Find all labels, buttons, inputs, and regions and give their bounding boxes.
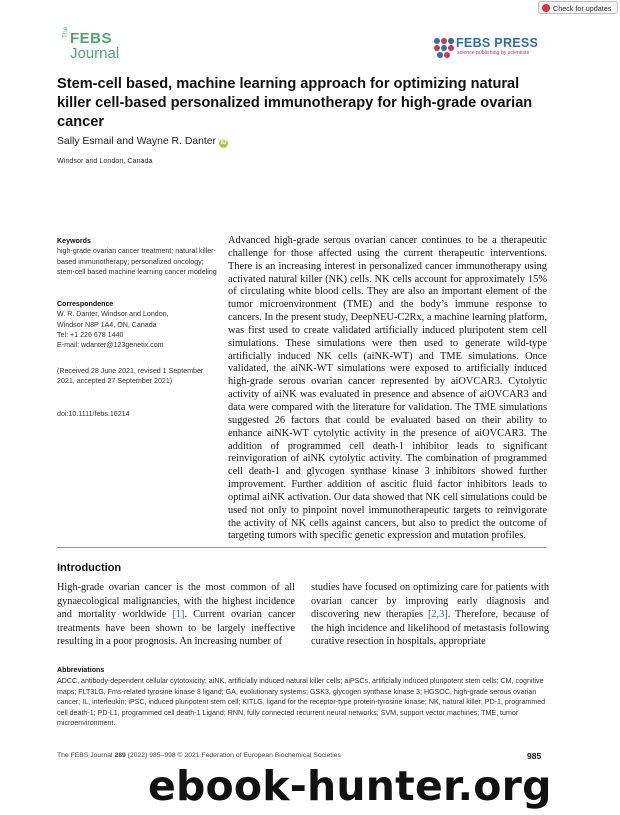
introduction-column-left [57, 581, 295, 649]
footer-volume: 289 [114, 752, 126, 759]
journal-logo-febs: FEBS [70, 30, 113, 47]
introduction-column-right [311, 581, 549, 649]
journal-logo-the: The [62, 26, 69, 38]
author-affiliation: Windsor and London, Canada [57, 156, 153, 165]
page-footer [57, 752, 547, 759]
check-for-updates-badge[interactable] [538, 1, 618, 14]
abbreviations-heading: Abbreviations [57, 666, 105, 674]
correspondence-email[interactable]: E-mail: wdanter@123genetix.com [57, 341, 164, 350]
keywords-block [57, 236, 217, 277]
crossmark-icon [542, 4, 550, 12]
citation-link[interactable]: [2,3] [427, 609, 448, 620]
febs-press-tagline: science publishing by scientists [457, 50, 530, 56]
footer-journal: The FEBS Journal [57, 752, 113, 759]
abbreviations-text: ADCC, antibody-dependent cellular cytotoxicity; aiNK, artificially induced natural killer cells; aiPSCs, artificially induced pluripotent stem cells; CM, cognitive maps; FLT3LG, Fms-related tyrosine kinase 3 ligand; GA, evolutionary systems; GSK3, glycogen synthase kinase 3; HGSOC, high-grade serous ovarian cancer; IL, interleukin; iPSC, induced pluripotent stem cell; KITLG, ligand for the receptor-type protein-tyrosine kinase; NK, natural killer; PD-1, programmed cell death-1; PD-L1, programmed cell death-1 Ligand; RNN, fully connected recurrent neural networks; SVM, support vector machines; TME, tumor microenvironment. [57, 677, 546, 728]
abstract-text: Advanced high-grade serous ovarian cancer continues to be a therapeutic challenge for those affected using the current therapeutic interventions. There is an increasing interest in personalized cancer immunotherapy using activated natural killer (NK) cells. NK cells account for approximately 15% of circulating white blood cells. They are also an important element of the tumor microenvironment (TME) and the body’s immune response to cancers. In the present study, DeepNEU-C2Rx, a machine learning platform, was first used to create validated artificially induced pluripotent stem cell simulations. These simulations were then used to generate wild-type artificially induced NK cells (aiNK-WT) and TME simulations. Once validated, the aiNK-WT simulations were exposed to artificially induced high-grade serous ovarian cancer represented by aiOVCAR3. Cytolytic activity of aiNK was evaluated in presence and absence of aiOVCAR3 and data were compared with the literature for validation. The TME simulations suggested 26 factors that could be evaluated based on their ability to enhance aiNK-WT cytolytic activity in the presence of aiOVCAR3. The addition of programmed cell death-1 inhibitor leads to significant reinvigoration of aiNK cytolytic activity. The combination of programmed cell death-1 and glycogen synthase kinase 3 inhibitors showed further improvement. Further addition of ascitic fluid factor inhibitors leads to optimal aiNK activation. Our data showed that NK cell simulations could be used not only to pinpoint novel immunotherapeutic targets to reinvigorate the activity of NK cells against cancers, but also to predict the outcome of targeting tumors with specific genetic expression and mutation profiles. [228, 235, 547, 542]
watermark: ebook-hunter.org [148, 762, 552, 810]
correspondence-line: W. R. Danter, Windsor and London, [57, 310, 169, 319]
article-title: Stem-cell based, machine learning approach for optimizing natural killer cell-based personalized immunotherapy for high-grade ovarian cancer [57, 76, 533, 130]
section-divider [57, 547, 547, 548]
keywords-text: high-grade ovarian cancer treatment; natural killer-based immunotherapy; personalized oncology; stem-cell based machine learning cancer modeling [57, 247, 217, 276]
intro-right-text-2: . Therefore, because of the high incidence and likelihood of metastasis following curative resection in hospitals, appropriate [311, 609, 549, 647]
intro-left-text-1: High-grade ovarian cancer is the most common of all gynaecological malignancies, with the highest incidence and mortality worldwide [57, 582, 295, 620]
keywords-heading: Keywords [57, 237, 91, 245]
correspondence-line: Windsor N8P 1A4, ON, Canada [57, 320, 157, 329]
correspondence-heading: Correspondence [57, 300, 114, 308]
febs-press-name: FEBS PRESS [456, 36, 539, 50]
intro-left-text-2: . Current ovarian cancer treatments have been shown to be largely ineffective resulting in a poor prognosis. An increasing number of [57, 609, 295, 647]
citation-link[interactable]: [1] [172, 609, 185, 620]
orcid-icon[interactable]: iD [220, 140, 227, 146]
journal-logo-journal: Journal [70, 45, 120, 62]
author-names: Sally Esmail and Wayne R. Danter [57, 136, 216, 147]
correspondence-block [57, 299, 217, 350]
footer-citation: (2022) 985–998 © 2021 Federation of European Biochemical Societies [127, 752, 341, 759]
correspondence-line: Tel: +1 226 678 1440 [57, 330, 124, 339]
doi-link[interactable]: doi:10.1111/febs.16214 [57, 410, 130, 418]
intro-right-text-1: studies have focused on optimizing care for patients with ovarian cancer by improving early diagnosis and discovering new therapies [311, 582, 549, 620]
check-for-updates-label: Check for updates [553, 4, 612, 13]
febs-journal-logo [62, 26, 142, 66]
febs-press-logo [432, 36, 552, 60]
introduction-heading: Introduction [57, 562, 122, 574]
article-authors [57, 136, 228, 148]
page-number: 985 [527, 751, 542, 761]
received-dates: (Received 28 June 2021, revised 1 September 2021, accepted 27 September 2021) [57, 367, 204, 386]
